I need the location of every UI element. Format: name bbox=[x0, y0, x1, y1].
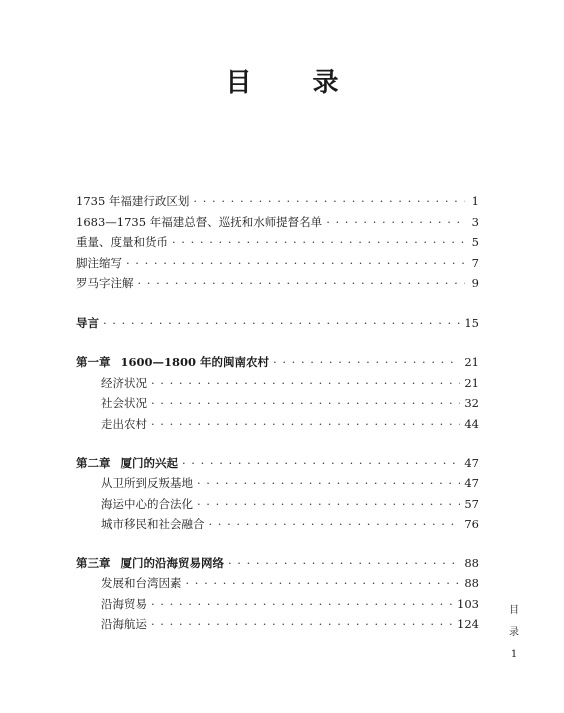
dot-leader bbox=[197, 497, 460, 511]
toc-section[interactable] bbox=[101, 393, 479, 413]
toc-section[interactable] bbox=[101, 373, 479, 393]
toc-entry-label: 重量、度量和货币 bbox=[76, 235, 168, 249]
toc-page-number: 9 bbox=[471, 276, 479, 290]
chapter-number: 第二章 bbox=[76, 456, 111, 470]
toc-entry-label: 脚注缩写 bbox=[76, 256, 122, 270]
dot-leader bbox=[172, 235, 465, 249]
toc-page-number: 47 bbox=[464, 456, 479, 470]
toc-entry-label: 厦门的沿海贸易网络 bbox=[120, 556, 224, 570]
toc-entry-introduction[interactable] bbox=[76, 313, 479, 333]
toc-section[interactable] bbox=[101, 614, 479, 634]
toc-entry-label: 从卫所到反叛基地 bbox=[101, 476, 193, 490]
dot-leader bbox=[126, 256, 465, 270]
dot-leader bbox=[151, 396, 460, 410]
toc-entry-label: 罗马字注解 bbox=[76, 276, 134, 290]
toc-page-number: 47 bbox=[464, 476, 479, 490]
dot-leader bbox=[228, 556, 460, 570]
toc-entry-label: 城市移民和社会融合 bbox=[101, 517, 205, 531]
toc-section[interactable] bbox=[101, 594, 479, 614]
toc-chapter-3[interactable] bbox=[76, 553, 479, 573]
toc-page-number: 1 bbox=[471, 194, 479, 208]
toc-entry-label: 经济状况 bbox=[101, 376, 147, 390]
dot-leader bbox=[151, 597, 453, 611]
side-page-number: 1 bbox=[510, 649, 518, 660]
side-marker-line: 录 bbox=[509, 627, 519, 638]
toc-page-number: 7 bbox=[471, 256, 479, 270]
page-title: 目 录 bbox=[225, 68, 365, 98]
toc-entry-label: 厦门的兴起 bbox=[120, 456, 178, 470]
dot-leader bbox=[273, 355, 460, 369]
dot-leader bbox=[151, 376, 460, 390]
dot-leader bbox=[209, 517, 461, 531]
dot-leader bbox=[326, 215, 465, 229]
chapter-number: 第三章 bbox=[76, 556, 111, 570]
toc-entry-label: 1683—1735 年福建总督、巡抚和水师提督名单 bbox=[76, 215, 323, 229]
toc-page-number: 44 bbox=[464, 417, 479, 431]
toc-entry-weights-measures[interactable] bbox=[76, 232, 479, 252]
toc-entry-label: 走出农村 bbox=[101, 417, 147, 431]
side-page-marker bbox=[507, 600, 521, 666]
toc-chapter-2[interactable] bbox=[76, 453, 479, 473]
toc-page-number: 15 bbox=[464, 316, 479, 330]
toc-page-number: 3 bbox=[471, 215, 479, 229]
toc-page-number: 32 bbox=[464, 396, 479, 410]
toc-entry-label: 发展和台湾因素 bbox=[101, 576, 182, 590]
toc-page-number: 103 bbox=[457, 597, 479, 611]
dot-leader bbox=[182, 456, 460, 470]
toc-entry-footnote-abbr[interactable] bbox=[76, 253, 479, 273]
toc-section[interactable] bbox=[101, 414, 479, 434]
toc-entry-label: 1600—1800 年的闽南农村 bbox=[120, 355, 270, 369]
toc-section[interactable] bbox=[101, 473, 479, 493]
toc-entry-romanization[interactable] bbox=[76, 273, 479, 293]
toc-page-number: 21 bbox=[464, 355, 479, 369]
toc-page-number: 88 bbox=[464, 556, 479, 570]
dot-leader bbox=[193, 194, 465, 208]
toc-entry-officials-list[interactable] bbox=[76, 212, 479, 232]
toc-page-number: 76 bbox=[464, 517, 479, 531]
toc-entry-label: 1735 年福建行政区划 bbox=[76, 194, 190, 208]
toc-entry-admin-divisions[interactable] bbox=[76, 191, 479, 211]
toc-chapter-1[interactable] bbox=[76, 352, 479, 372]
toc-page-number: 124 bbox=[457, 617, 479, 631]
side-marker-line: 目 bbox=[509, 605, 519, 616]
toc-section[interactable] bbox=[101, 514, 479, 534]
toc-entry-label: 社会状况 bbox=[101, 396, 147, 410]
toc-section[interactable] bbox=[101, 573, 479, 593]
dot-leader bbox=[151, 417, 460, 431]
toc-entry-label: 沿海航运 bbox=[101, 617, 147, 631]
toc-page-number: 5 bbox=[471, 235, 479, 249]
dot-leader bbox=[138, 276, 466, 290]
toc-page-number: 88 bbox=[464, 576, 479, 590]
toc-page-number: 57 bbox=[464, 497, 479, 511]
dot-leader bbox=[197, 476, 460, 490]
toc-page-number: 21 bbox=[464, 376, 479, 390]
toc-entry-label: 海运中心的合法化 bbox=[101, 497, 193, 511]
chapter-number: 第一章 bbox=[76, 355, 111, 369]
dot-leader bbox=[151, 617, 453, 631]
toc-section[interactable] bbox=[101, 494, 479, 514]
dot-leader bbox=[103, 316, 460, 330]
toc-entry-label: 沿海贸易 bbox=[101, 597, 147, 611]
toc-entry-label: 导言 bbox=[76, 316, 99, 330]
dot-leader bbox=[186, 576, 461, 590]
